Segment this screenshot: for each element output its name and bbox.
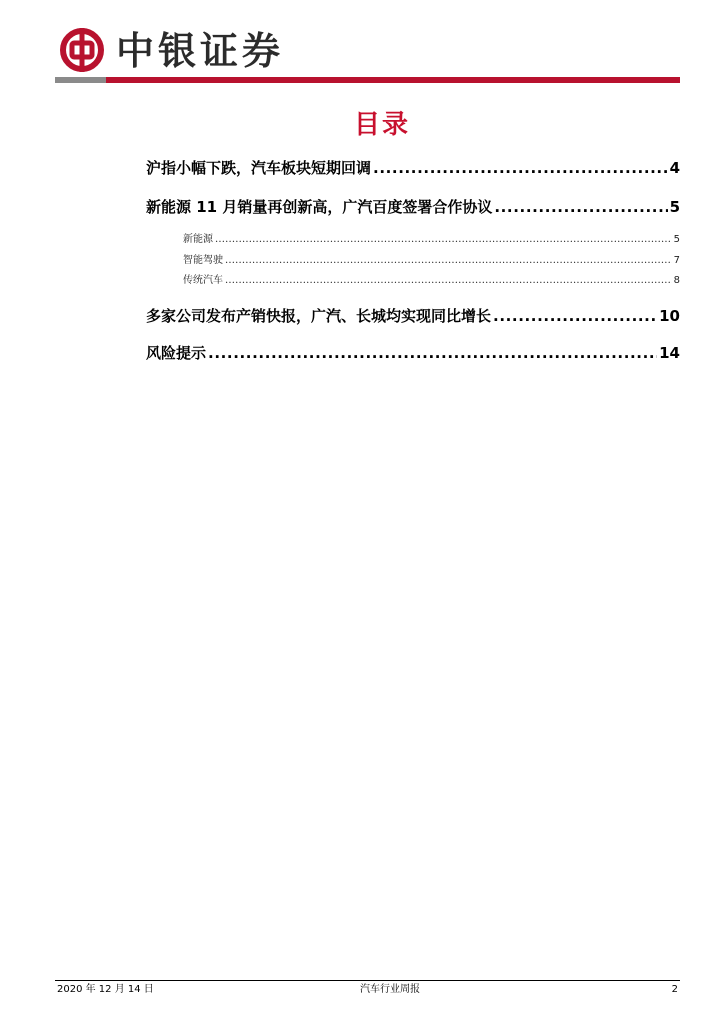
toc-entry-page: 14 <box>659 344 680 362</box>
toc-entry-page: 7 <box>673 255 680 266</box>
toc-entry-page: 5 <box>673 234 680 245</box>
toc-leader-dots <box>493 304 657 328</box>
toc-subentry-nev[interactable] <box>183 232 680 248</box>
toc-entry-label: 传统汽车 <box>183 275 223 286</box>
toc-entry-page: 10 <box>659 307 680 325</box>
brand-name: 中银证券 <box>116 28 285 73</box>
toc-entry-page: 4 <box>669 159 680 177</box>
toc-entry-nev-sales[interactable] <box>146 195 680 219</box>
footer-report-name: 汽车行业周报 <box>360 984 420 995</box>
toc-entry-page: 5 <box>669 198 680 216</box>
toc-leader-dots <box>225 253 672 269</box>
toc-entry-company-reports[interactable] <box>146 304 680 328</box>
footer-page-number: 2 <box>671 984 678 995</box>
toc-entry-label: 新能源 <box>183 234 213 245</box>
toc-leader-dots <box>208 341 657 365</box>
toc-leader-dots <box>373 156 668 180</box>
toc-leader-dots <box>225 273 672 289</box>
toc-entry-label: 沪指小幅下跌，汽车板块短期回调 <box>146 159 372 177</box>
toc-leader-dots <box>494 195 667 219</box>
toc-entry-label: 新能源 11 月销量再创新高，广汽百度签署合作协议 <box>146 198 493 216</box>
toc-subentry-traditional-auto[interactable] <box>183 273 680 289</box>
toc-entry-page: 8 <box>673 275 680 286</box>
toc-entry-risk[interactable] <box>146 341 680 365</box>
toc-leader-dots <box>215 232 672 248</box>
page-header <box>0 0 724 84</box>
header-rule-red <box>106 77 680 83</box>
bank-of-china-logo-icon <box>59 27 105 73</box>
header-rule-grey <box>55 77 106 83</box>
toc-entry-label: 风险提示 <box>146 344 207 362</box>
toc-entry-market[interactable] <box>146 156 680 180</box>
toc-subentry-smart-driving[interactable] <box>183 253 680 269</box>
toc-title: 目录 <box>353 110 410 140</box>
toc-entry-label: 多家公司发布产销快报，广汽、长城均实现同比增长 <box>146 307 492 325</box>
footer-rule <box>55 980 680 981</box>
toc-entry-label: 智能驾驶 <box>183 255 223 266</box>
footer-date: 2020 年 12 月 14 日 <box>57 984 154 995</box>
